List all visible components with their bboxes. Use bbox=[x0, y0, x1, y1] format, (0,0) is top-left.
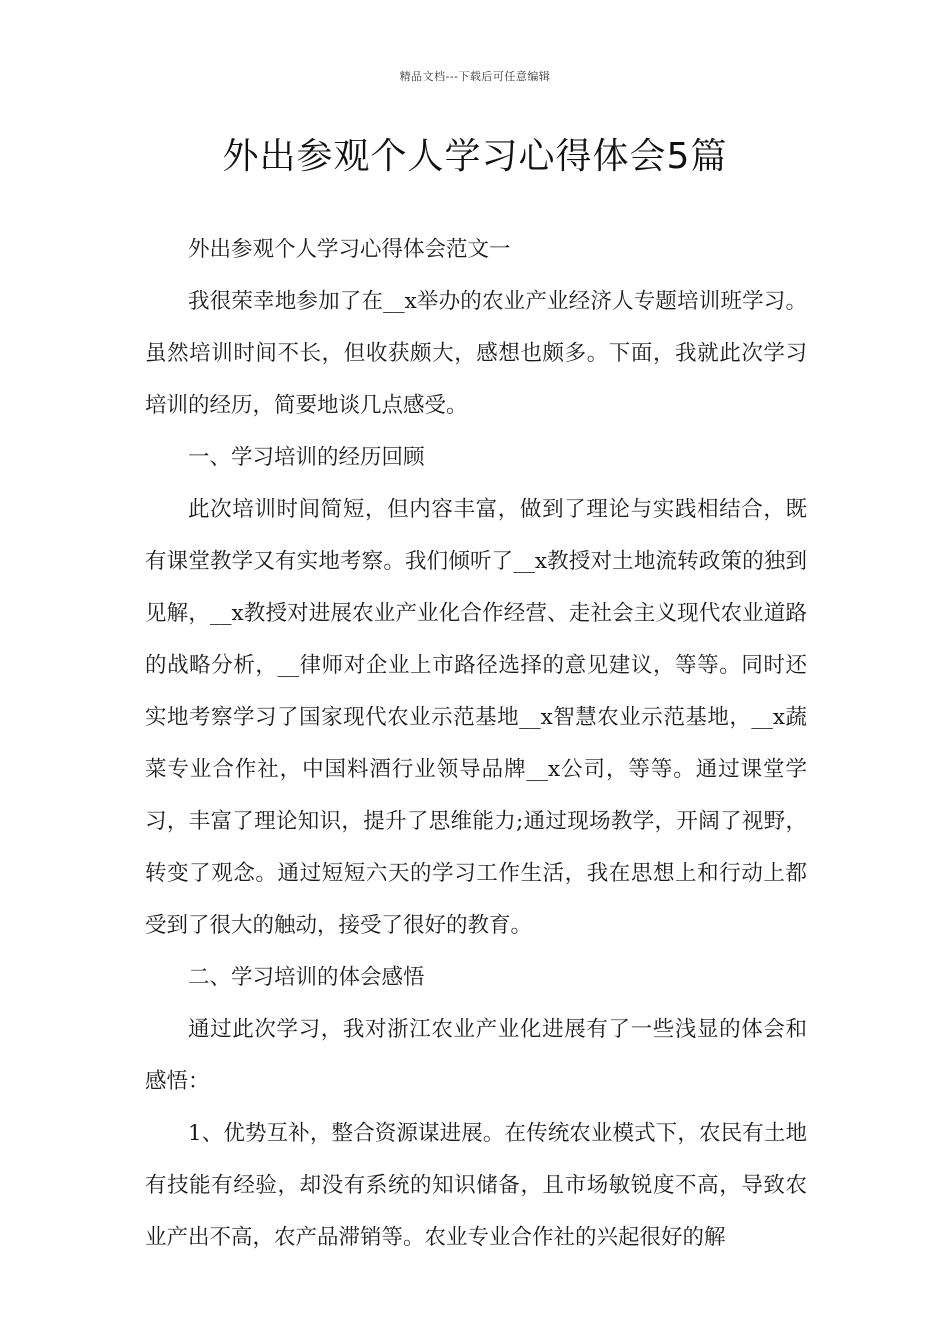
section-heading: 外出参观个人学习心得体会范文一 bbox=[188, 237, 511, 262]
document-title: 外出参观个人学习心得体会5篇 bbox=[222, 136, 728, 177]
section-heading: 二、学习培训的体会感悟 bbox=[188, 965, 425, 990]
document-body bbox=[145, 224, 807, 1264]
section-heading: 一、学习培训的经历回顾 bbox=[188, 445, 425, 470]
paragraph: 此次培训时间简短，但内容丰富，做到了理论与实践相结合，既有课堂教学又有实地考察。我们倾听了__x教授对土地流转政策的独到见解，__x教授对进展农业产业化合作经营、走社会主义现代农业道路的战略分析，__律师对企业上市路径选择的意见建议，等等。同时还实地考察学习了国家现代农业示范基地__x智慧农业示范基地，__x蔬菜专业合作社，中国料酒行业领导品牌__x公司，等等。通过课堂学习，丰富了理论知识，提升了思维能力;通过现场教学，开阔了视野，转变了观念。通过短短六天的学习工作生活，我在思想上和行动上都受到了很大的触动，接受了很好的教育。 bbox=[145, 497, 807, 938]
paragraph: 通过此次学习，我对浙江农业产业化进展有了一些浅显的体会和感悟： bbox=[145, 1017, 807, 1094]
paragraph: 我很荣幸地参加了在__x举办的农业产业经济人专题培训班学习。虽然培训时间不长，但收获颇大，感想也颇多。下面，我就此次学习培训的经历，简要地谈几点感受。 bbox=[145, 289, 807, 418]
header-note: 精品文档---下载后可任意编辑 bbox=[399, 70, 551, 83]
paragraph: 1、优势互补，整合资源谋进展。在传统农业模式下，农民有土地有技能有经验，却没有系统的知识储备，且市场敏锐度不高，导致农业产出不高，农产品滞销等。农业专业合作社的兴起很好的解 bbox=[145, 1121, 807, 1250]
